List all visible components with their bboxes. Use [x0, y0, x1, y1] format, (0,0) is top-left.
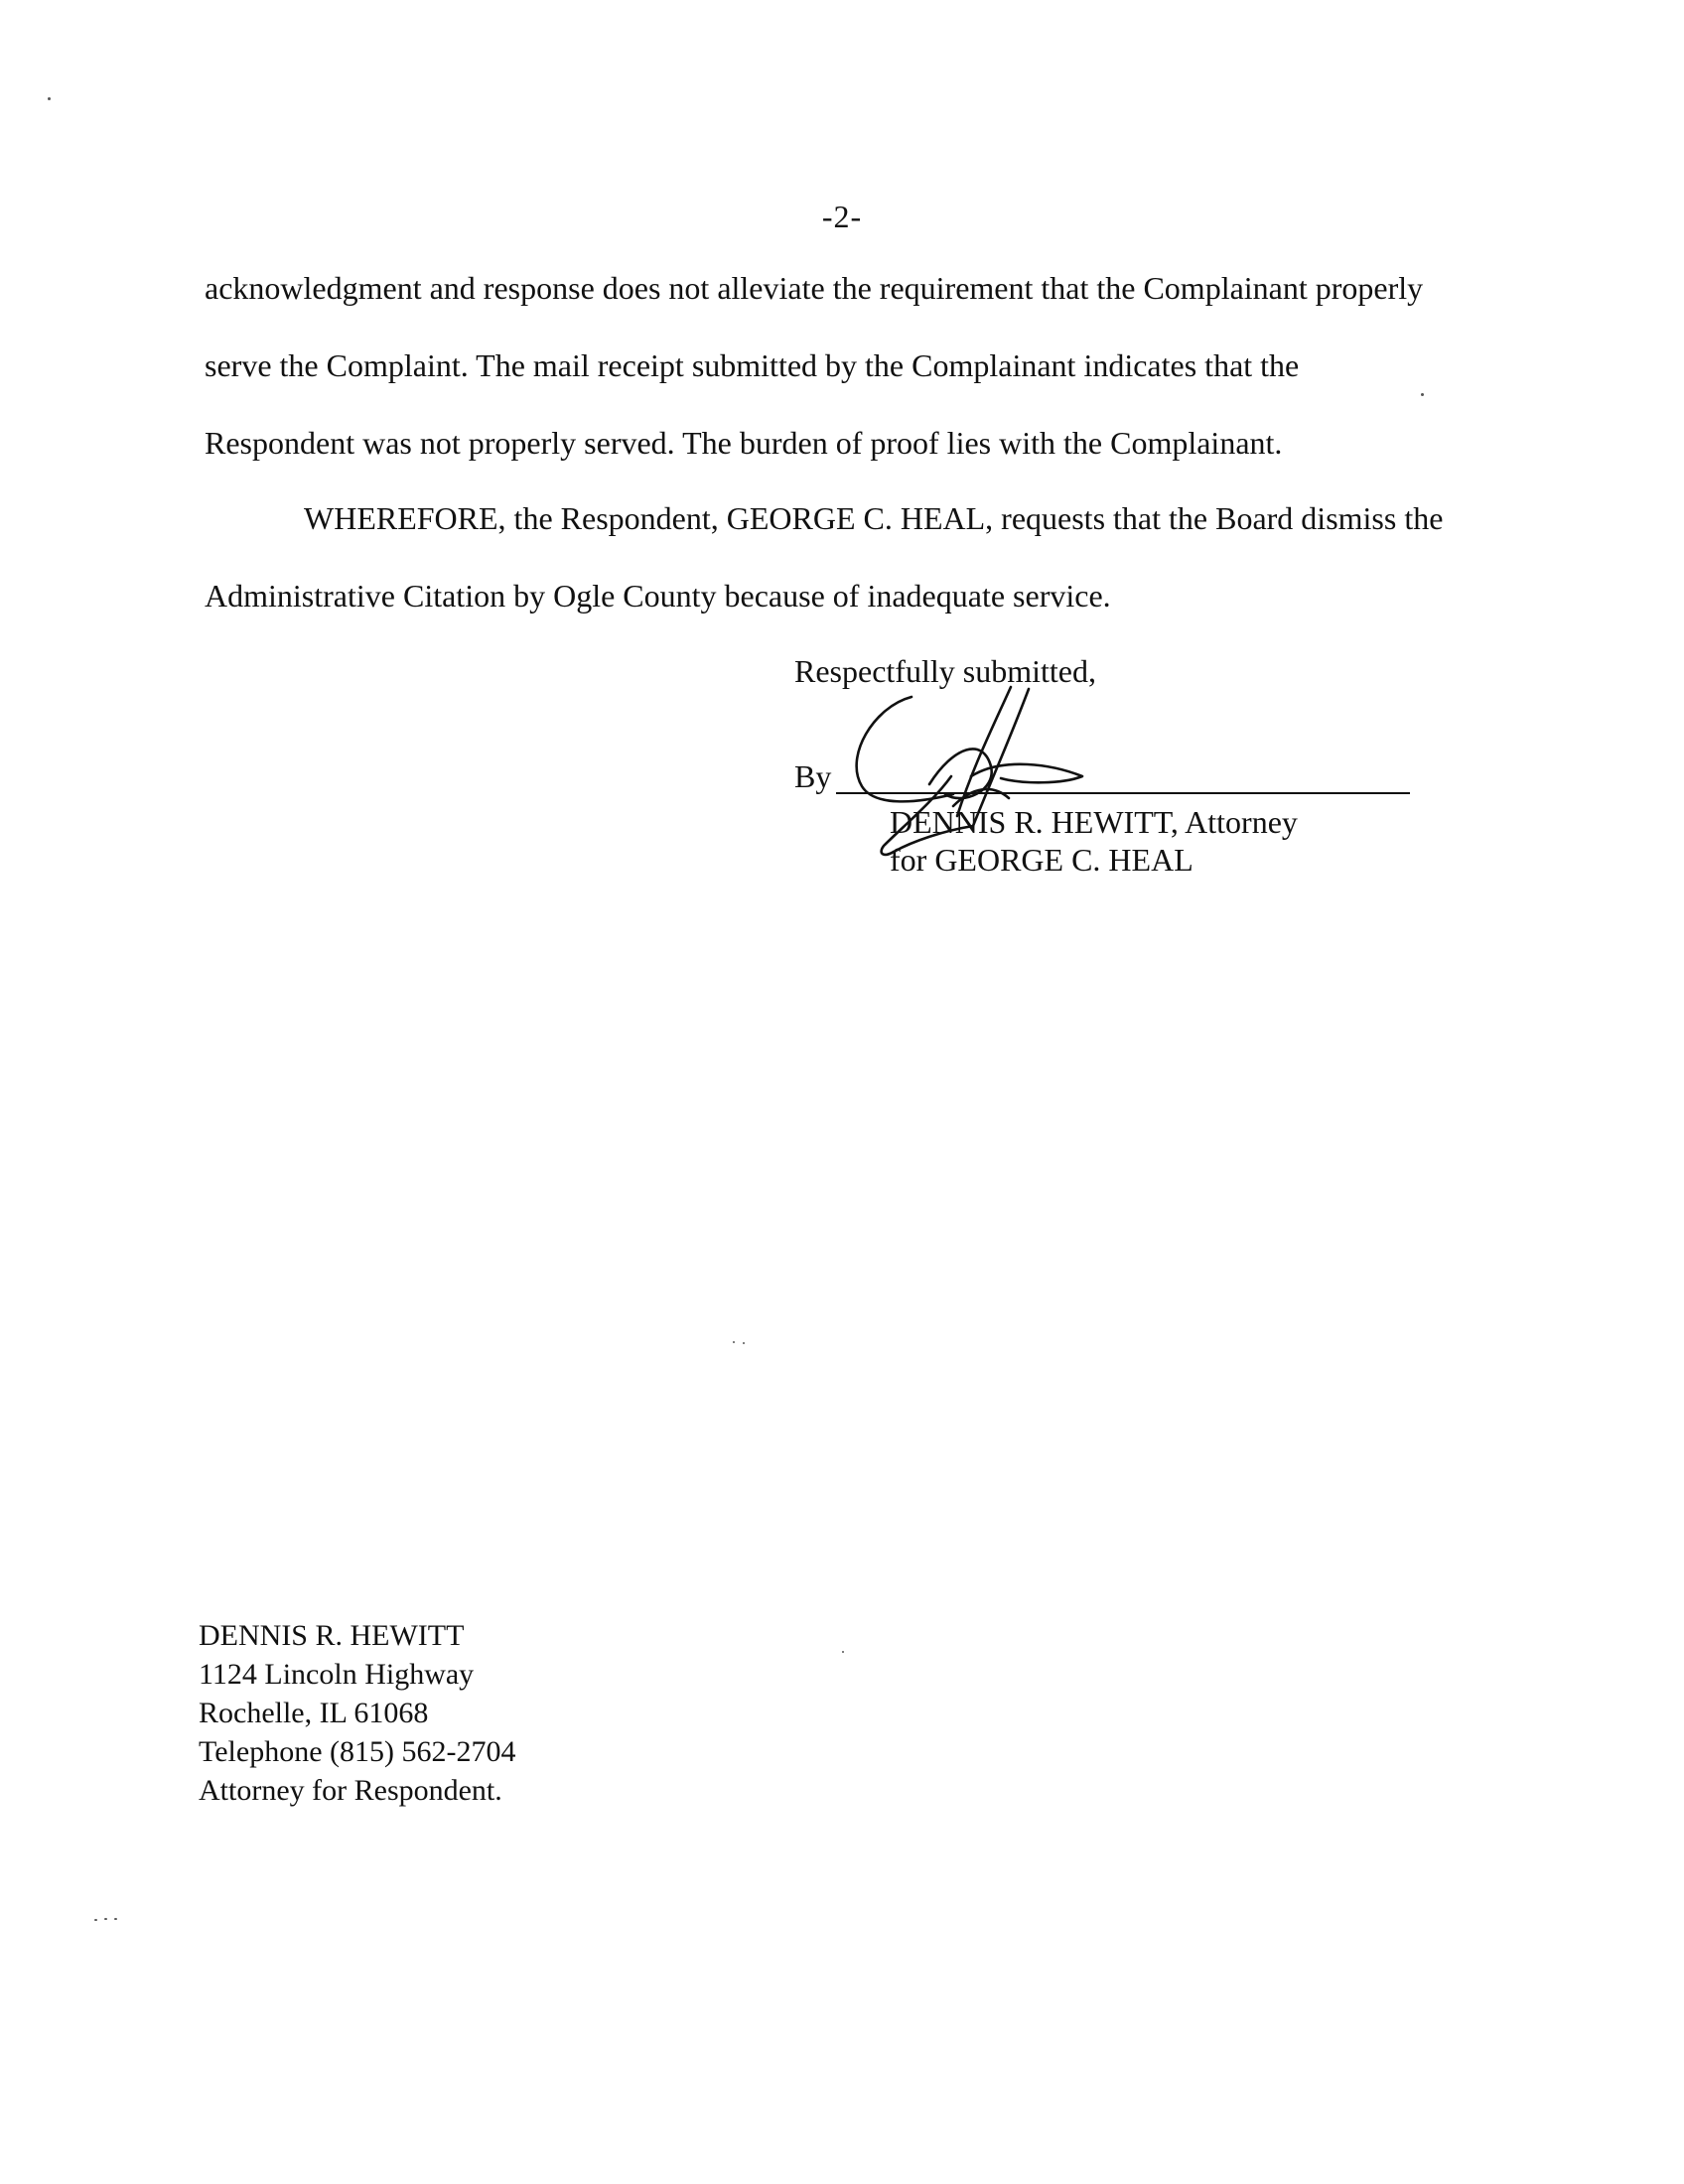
attorney-name: DENNIS R. HEWITT — [199, 1619, 465, 1652]
signer-for: for GEORGE C. HEAL — [890, 842, 1193, 878]
telephone: Telephone (815) 562-2704 — [199, 1735, 516, 1768]
body-paragraph-line: Respondent was not properly served. The burden of proof lies with the Complainant. — [205, 425, 1283, 461]
scan-speck — [733, 1341, 735, 1343]
scan-speck — [104, 1918, 107, 1920]
handwritten-signature — [834, 667, 1112, 866]
scan-speck — [48, 97, 51, 100]
scan-speck — [842, 1651, 844, 1653]
signature-block — [794, 647, 1430, 886]
wherefore-paragraph-line: Administrative Citation by Ogle County because of inadequate service. — [205, 578, 1111, 614]
scan-speck — [743, 1342, 745, 1344]
street-address: 1124 Lincoln Highway — [199, 1658, 475, 1691]
city-state-zip: Rochelle, IL 61068 — [199, 1697, 429, 1729]
attorney-role: Attorney for Respondent. — [199, 1774, 502, 1807]
attorney-address-block — [199, 1616, 515, 1810]
scan-speck — [94, 1919, 97, 1921]
body-paragraph-line: serve the Complaint. The mail receipt submitted by the Complainant indicates that the — [205, 347, 1300, 383]
scan-speck — [114, 1918, 117, 1920]
scan-speck — [1421, 393, 1424, 396]
wherefore-paragraph-line: WHEREFORE, the Respondent, GEORGE C. HEAL, requests that the Board dismiss the — [304, 500, 1444, 536]
page-number: -2- — [821, 199, 863, 234]
by-label: By — [794, 758, 832, 794]
closing-text: Respectfully submitted, — [794, 653, 1096, 689]
signer-name: DENNIS R. HEWITT, Attorney — [890, 804, 1298, 840]
body-paragraph-line: acknowledgment and response does not alleviate the requirement that the Complainant properly — [205, 270, 1424, 306]
